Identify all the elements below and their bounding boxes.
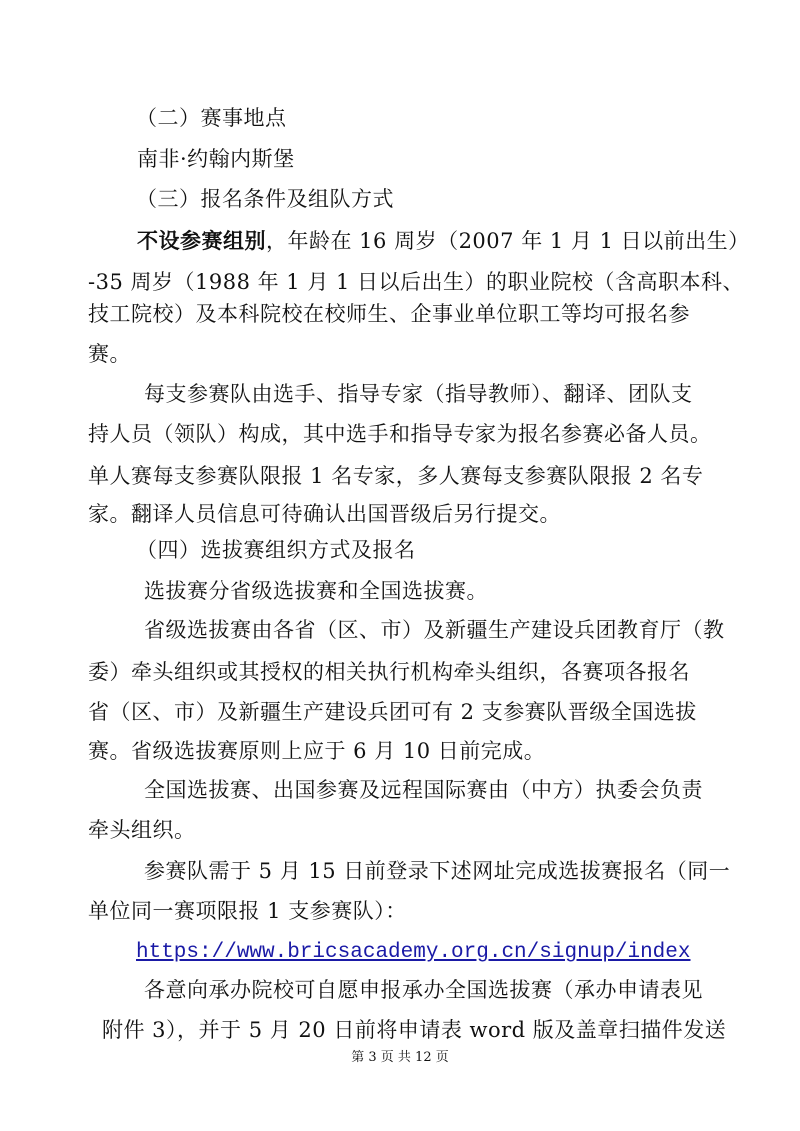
location-text: 南非·约翰内斯堡 bbox=[137, 147, 295, 171]
section-heading-registration: （三）报名条件及组队方式 bbox=[136, 187, 394, 211]
paragraph-line: 省（区、市）及新疆生产建设兵团可有 2 支参赛队晋级全国选拔 bbox=[88, 700, 697, 724]
paragraph-line: 单人赛每支参赛队限报 1 名专家，多人赛每支参赛队限报 2 名专 bbox=[88, 464, 704, 488]
paragraph-line: 技工院校）及本科院校在校师生、企事业单位职工等均可报名参 bbox=[88, 302, 690, 326]
bold-phrase: 不设参赛组别 bbox=[137, 228, 266, 253]
paragraph-line: 附件 3），并于 5 月 20 日前将申请表 word 版及盖章扫描件发送 bbox=[102, 1018, 727, 1042]
paragraph-line: 单位同一赛项限报 1 支参赛队）： bbox=[88, 899, 407, 923]
paragraph-text: ，年龄在 16 周岁（2007 年 1 月 1 日以前出生） bbox=[266, 229, 750, 253]
paragraph-line: 全国选拔赛、出国参赛及远程国际赛由（中方）执委会负责 bbox=[144, 778, 703, 802]
section-heading-location: （二）赛事地点 bbox=[136, 106, 287, 130]
paragraph-line: 赛。省级选拔赛原则上应于 6 月 10 日前完成。 bbox=[88, 739, 546, 763]
paragraph-line: 每支参赛队由选手、指导专家（指导教师）、翻译、团队支 bbox=[144, 382, 693, 406]
paragraph-line: 参赛队需于 5 月 15 日前登录下述网址完成选拔赛报名（同一 bbox=[144, 859, 731, 883]
section-heading-selection: （四）选拔赛组织方式及报名 bbox=[136, 538, 416, 562]
paragraph-line: 各意向承办院校可自愿申报承办全国选拔赛（承办申请表见 bbox=[144, 978, 703, 1002]
paragraph-line: 家。翻译人员信息可待确认出国晋级后另行提交。 bbox=[88, 502, 561, 526]
page-number-footer: 第 3 页 共 12 页 bbox=[351, 1050, 449, 1065]
paragraph-line: 持人员（领队）构成，其中选手和指导专家为报名参赛必备人员。 bbox=[88, 422, 712, 446]
paragraph-line: 选拔赛分省级选拔赛和全国选拔赛。 bbox=[144, 579, 488, 603]
signup-url-line bbox=[136, 936, 691, 967]
paragraph-line: 委）牵头组织或其授权的相关执行机构牵头组织，各赛项各报名 bbox=[88, 660, 690, 684]
paragraph-line bbox=[137, 227, 750, 255]
paragraph-line: 牵头组织。 bbox=[88, 818, 196, 842]
signup-link[interactable]: https://www.bricsacademy.org.cn/signup/index bbox=[136, 941, 691, 964]
paragraph-line: 赛。 bbox=[88, 342, 131, 366]
paragraph-line: -35 周岁（1988 年 1 月 1 日以后出生）的职业院校（含高职本科、 bbox=[88, 270, 745, 294]
paragraph-line: 省级选拔赛由各省（区、市）及新疆生产建设兵团教育厅（教 bbox=[144, 618, 725, 642]
